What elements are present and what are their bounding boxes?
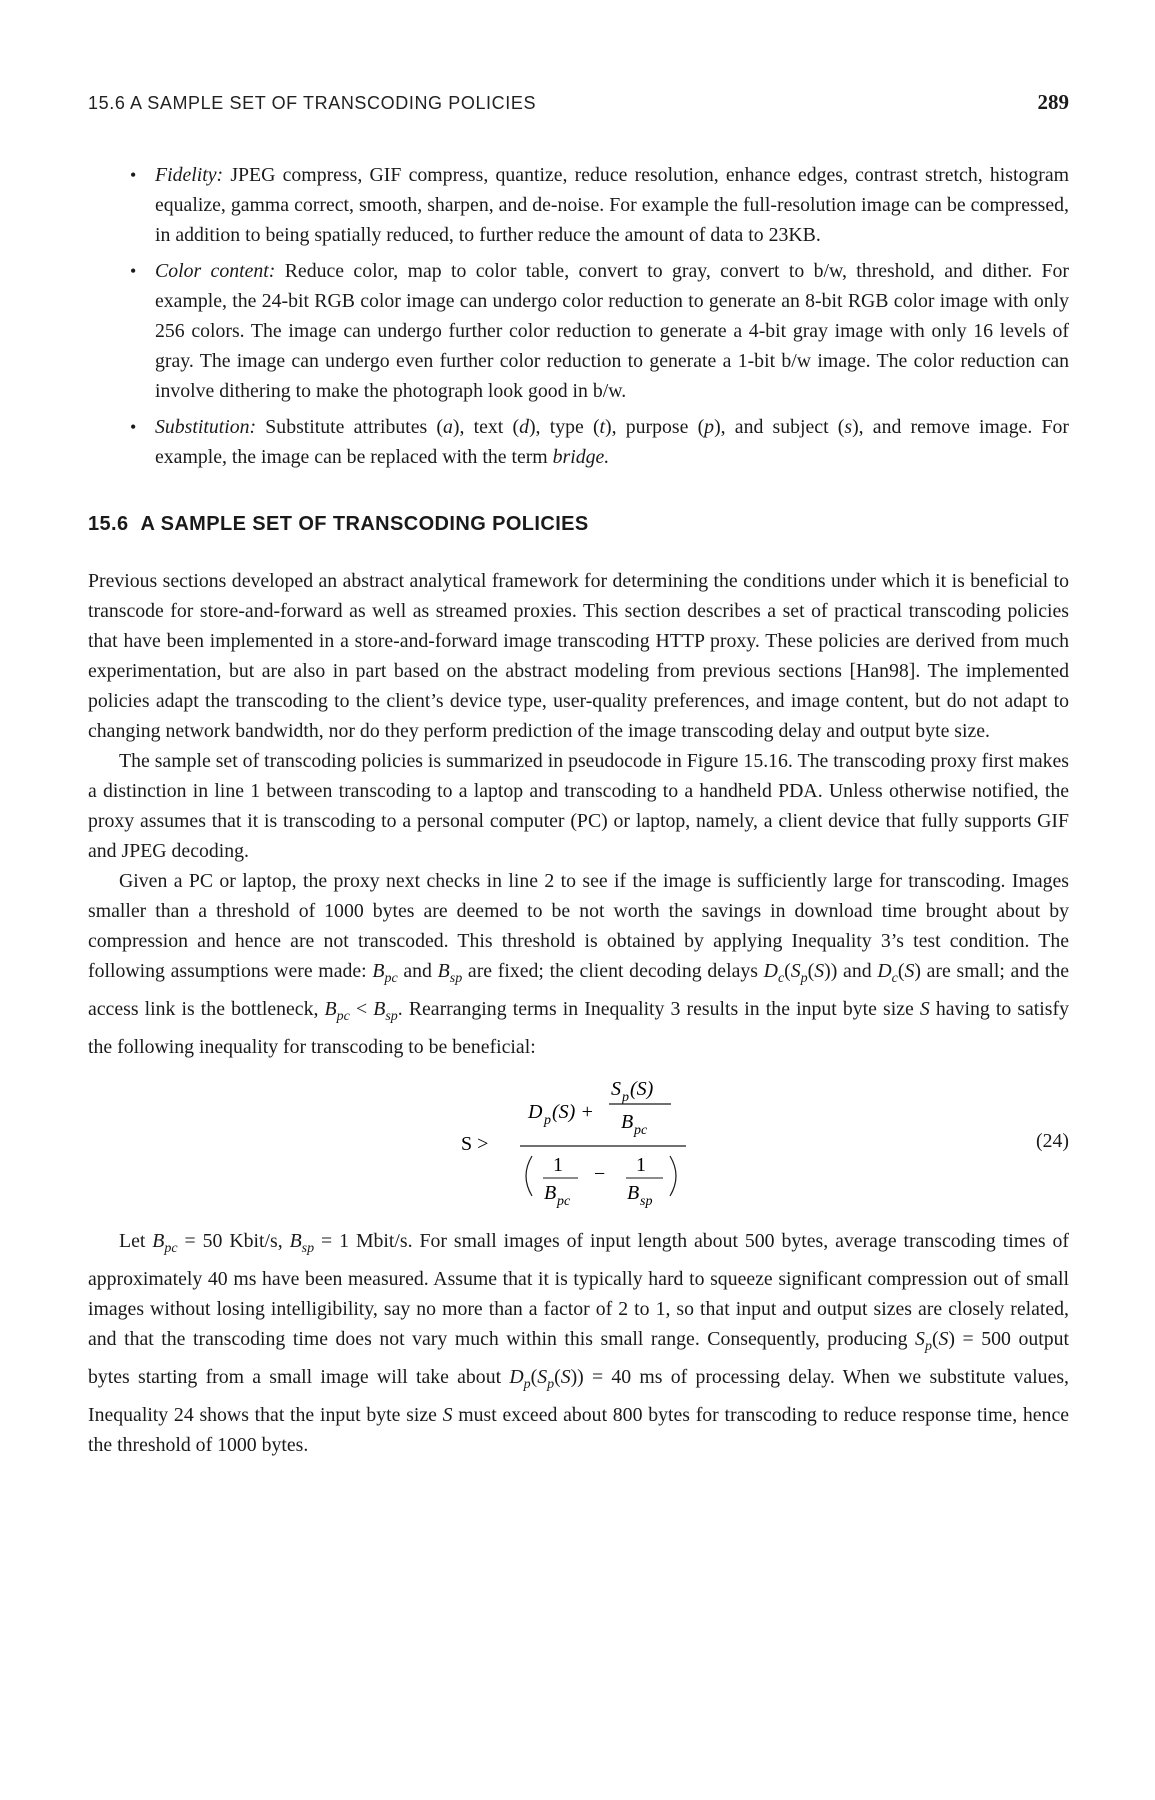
eq-left-paren	[526, 1156, 532, 1196]
eq-num-left-arg: (S) +	[552, 1100, 594, 1123]
text-run: Let	[119, 1229, 153, 1252]
eq-frac-top-sub: p	[622, 1089, 629, 1105]
math-var: S	[560, 1365, 571, 1388]
text-run: = 40 ms of processing delay. When we substitute values, Inequality 24 shows that the input byte size	[88, 1365, 1069, 1426]
text-run: = 1 Mbit/s. For small images of input length about 500 bytes, average transcoding times of approximately 40 ms have been measured. Assume that it is typically hard to squeeze significant compression out of small images without losing intelligibility, say no more than a factor of 2 to 1, so that input and output sizes are closely related, and that the transcoding time does not vary much within this small range. Consequently, producing	[88, 1229, 1070, 1350]
text-run: and	[397, 960, 438, 982]
eq-den-b1-sub: pc	[557, 1193, 571, 1209]
math-var: B	[324, 997, 337, 1020]
equation-graphic	[88, 1068, 988, 1218]
math-sub: c	[777, 970, 785, 986]
math-var: B	[437, 960, 450, 982]
list-item	[88, 160, 1069, 250]
math-sub: p	[547, 1376, 555, 1392]
section-heading	[88, 510, 1069, 538]
math-var: S	[919, 997, 930, 1020]
eq-lhs: S >	[461, 1132, 489, 1155]
math-var: B	[152, 1229, 165, 1252]
math-sub: p	[800, 970, 808, 986]
math-var: B	[373, 997, 386, 1020]
math-sub: pc	[384, 970, 398, 986]
list-item	[88, 412, 1069, 472]
math-sub: pc	[336, 1008, 350, 1024]
eq-num-left: D	[528, 1100, 543, 1123]
eq-minus: −	[594, 1162, 606, 1185]
eq-den-b1: B	[544, 1181, 557, 1204]
equation-24	[88, 1068, 1069, 1218]
text-run: )	[948, 1327, 956, 1350]
math-var: B	[289, 1229, 302, 1252]
eq-num-left-sub: p	[544, 1112, 551, 1128]
math-var: S	[915, 1327, 925, 1350]
text-run: = 50 Kbit/s,	[177, 1229, 290, 1252]
text-run: are fixed; the client decoding delays	[462, 960, 764, 982]
section-number: 15.6	[88, 513, 129, 535]
math-sub: p	[523, 1376, 531, 1392]
text-run: . Rearranging terms in Inequality 3 results in the input byte size	[397, 997, 920, 1020]
text-run: and	[837, 960, 878, 982]
bullet-text: ), purpose (	[605, 416, 705, 438]
math-sub: c	[891, 970, 898, 986]
math-var: B	[372, 960, 385, 982]
text-run: having to satisfy the following inequality for transcoding to be beneficial:	[88, 997, 1069, 1058]
bullet-list	[88, 160, 1069, 472]
math-var: S	[938, 1327, 949, 1350]
bullet-term: Substitution:	[155, 416, 257, 438]
eq-frac-top-arg: (S)	[630, 1077, 654, 1100]
text-run: Given a PC or laptop, the proxy next checks in line 2 to see if the image is sufficiently large for transcoding. Images smaller than a threshold of 1000 bytes are deemed to be not worth the savings in download time brought about by compression and hence are not transcoded. This threshold is obtained by applying Inequality 3’s test condition. The following assumptions were made:	[88, 870, 1069, 982]
bullet-term: Fidelity:	[155, 164, 224, 186]
eq-den-one-b: 1	[636, 1153, 646, 1176]
text-run: (	[554, 1365, 561, 1388]
math-var: S	[790, 960, 801, 982]
math-var: D	[509, 1365, 524, 1388]
bullet-text: Reduce color, map to color table, convert to gray, convert to b/w, threshold, and dither. For example, the 24-bit RGB color image can undergo color reduction to generate an 8-bit RGB color image with only 256 colors. The image can undergo further color reduction to generate a 4-bit gray image with only 16 levels of gray. The image can undergo even further color reduction to generate a 1-bit b/w image. The color reduction can involve dithering to make the photograph look good in b/w.	[155, 260, 1069, 402]
bullet-text: JPEG compress, GIF compress, quantize, reduce resolution, enhance edges, contrast stretch, histogram equalize, gamma correct, smooth, sharpen, and de-noise. For example the full-resolution image can be compressed, in addition to being spatially reduced, to further reduce the amount of data to 23KB.	[155, 164, 1069, 246]
bullet-text: ), and remove image. For example, the image can be replaced with the term	[155, 416, 1069, 468]
math-var: S	[537, 1365, 548, 1388]
text-run: <	[349, 997, 374, 1020]
math-sub: sp	[385, 1008, 398, 1024]
text-run: (	[530, 1365, 538, 1388]
eq-right-paren	[670, 1156, 676, 1196]
text-run: ))	[824, 960, 838, 982]
bullet-text: ), text (	[452, 416, 520, 438]
eq-frac-bot: B	[621, 1110, 634, 1133]
text-run: must exceed about 800 bytes for transcoding to reduce response time, hence the threshold of 1000 bytes.	[88, 1403, 1069, 1456]
math-var: D	[877, 960, 892, 982]
text-run: = 500 output bytes starting from a small image will take about	[88, 1327, 1070, 1388]
list-item	[88, 256, 1069, 406]
page-body	[88, 160, 1069, 1460]
text-run: )	[914, 960, 921, 982]
text-run: (	[897, 960, 905, 982]
math-var: D	[763, 960, 778, 982]
text-run: (	[784, 960, 791, 982]
math-var: d	[519, 416, 529, 438]
math-sub: pc	[164, 1240, 178, 1256]
paragraph: Previous sections developed an abstract analytical framework for determining the conditions under which it is beneficial to transcode for store-and-forward as well as streamed proxies. This section describes a set of practical transcoding policies that have been implemented in a store-and-forward image transcoding HTTP proxy. These policies are derived from much experimentation, but are also in part based on the abstract modeling from previous sections [Han98]. The implemented policies adapt the transcoding to the client’s device type, user-quality preferences, and image content, but do not adapt to changing network bandwidth, nor do they perform prediction of the image transcoding delay and output byte size.	[88, 570, 1069, 742]
bullet-term: Color content:	[155, 260, 276, 282]
eq-den-b2-sub: sp	[640, 1193, 653, 1209]
bullet-text: ), type (	[528, 416, 600, 438]
eq-den-one-a: 1	[553, 1153, 563, 1176]
equation-label: (24)	[1036, 1129, 1069, 1152]
eq-frac-top: S	[611, 1077, 621, 1100]
math-var: t	[599, 416, 606, 438]
running-title: 15.6 A SAMPLE SET OF TRANSCODING POLICIES	[88, 93, 537, 113]
running-header	[88, 90, 1069, 115]
text-run: (	[807, 960, 815, 982]
page-number: 289	[1037, 90, 1069, 114]
math-var: p	[704, 416, 715, 438]
text-run: ))	[570, 1365, 584, 1388]
math-sub: p	[924, 1338, 932, 1354]
bullet-text: ), and subject (	[714, 416, 845, 438]
eq-frac-bot-sub: pc	[634, 1122, 648, 1138]
math-var: S	[814, 960, 825, 982]
math-sub: sp	[301, 1240, 315, 1256]
eq-den-b2: B	[627, 1181, 640, 1204]
math-var: a	[443, 416, 453, 438]
paragraph	[88, 866, 1069, 1062]
paragraph	[88, 1226, 1069, 1460]
text-run: are small; and the access link is the bottleneck,	[88, 960, 1070, 1020]
text-run: (	[931, 1327, 939, 1350]
section-title: A SAMPLE SET OF TRANSCODING POLICIES	[140, 513, 589, 535]
bullet-text: Substitute attributes (	[256, 416, 444, 438]
paragraph: The sample set of transcoding policies is summarized in pseudocode in Figure 15.16. The transcoding proxy first makes a distinction in line 1 between transcoding to a laptop and transcoding to a handheld PDA. Unless otherwise notified, the proxy assumes that it is transcoding to a personal computer (PC) or laptop, namely, a client device that fully supports GIF and JPEG decoding.	[88, 750, 1069, 862]
math-var: S	[904, 960, 915, 982]
emphasis-term: bridge.	[552, 446, 610, 468]
math-var: S	[442, 1403, 453, 1426]
math-sub: sp	[449, 970, 463, 986]
math-var: s	[844, 416, 853, 438]
